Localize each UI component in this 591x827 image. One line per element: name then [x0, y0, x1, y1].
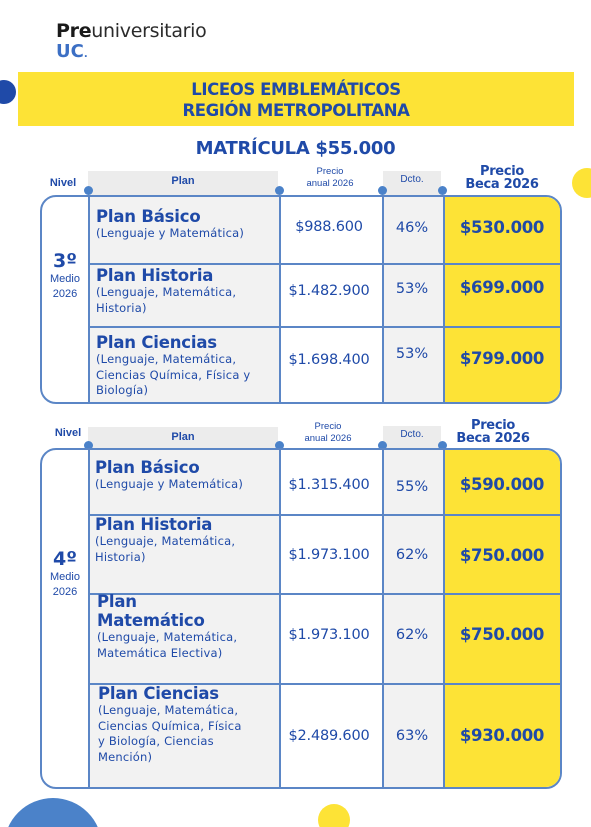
- descuento: 46%: [395, 220, 429, 236]
- precio-beca: $590.000: [459, 475, 545, 494]
- header-precio-anual: Precio anual 2026: [304, 421, 352, 444]
- header-dcto: Dcto.: [383, 426, 441, 448]
- decorative-circle-blue: [0, 80, 16, 104]
- header-nivel: Nivel: [54, 427, 82, 439]
- banner-title-line1: LICEOS EMBLEMÁTICOS: [191, 80, 401, 99]
- preuniversitario-uc-logo: [56, 20, 207, 62]
- column-marker-dot: [84, 186, 93, 195]
- precio-beca: $799.000: [459, 349, 545, 368]
- column-marker-dot: [438, 186, 447, 195]
- decorative-circle-blue-bottom: [4, 798, 102, 827]
- plan-matematico-4: Plan Matemático (Lenguaje, Matemática, Matemática Electiva): [97, 592, 238, 660]
- banner-title-line2: REGIÓN METROPOLITANA: [182, 101, 410, 120]
- header-precio-anual: Precio anual 2026: [306, 166, 354, 189]
- header-precio-beca: Precio Beca 2026: [465, 164, 539, 192]
- decorative-circle-yellow-bottom: [318, 804, 350, 827]
- logo-uc: UC.: [56, 41, 88, 62]
- header-dcto: Dcto.: [383, 171, 441, 195]
- precio-anual: $1.315.400: [288, 477, 370, 493]
- descuento: 62%: [395, 627, 429, 643]
- precio-anual: $1.698.400: [288, 352, 370, 368]
- descuento: 62%: [395, 547, 429, 563]
- nivel-3-medio: 3º Medio 2026: [50, 250, 80, 300]
- plan-historia-3: Plan Historia (Lenguaje, Matemática, Historia): [96, 266, 237, 315]
- matricula-price: MATRÍCULA $55.000: [195, 138, 396, 159]
- plan-historia-4: Plan Historia (Lenguaje, Matemática, Historia): [95, 515, 236, 564]
- title-banner: [18, 72, 574, 126]
- decorative-circle-yellow: [572, 168, 591, 198]
- plan-ciencias-3: Plan Ciencias (Lenguaje, Matemática, Ciencias Química, Física y Biología): [96, 333, 251, 397]
- descuento: 53%: [395, 346, 429, 362]
- descuento: 53%: [395, 281, 429, 297]
- precio-anual: $1.973.100: [288, 547, 370, 563]
- precio-anual: $1.482.900: [288, 283, 370, 299]
- precio-beca: $930.000: [459, 726, 545, 745]
- precio-anual: $2.489.600: [288, 728, 370, 744]
- logo-wordmark: Preuniversitario: [56, 20, 207, 42]
- precio-beca: $750.000: [459, 625, 545, 644]
- descuento: 55%: [395, 479, 429, 495]
- header-plan: Plan: [88, 171, 278, 195]
- nivel-4-medio: 4º Medio 2026: [50, 548, 80, 598]
- header-nivel: Nivel: [49, 177, 77, 189]
- precio-beca: $699.000: [459, 278, 545, 297]
- precio-beca: $530.000: [459, 218, 545, 237]
- plan-basico-4: Plan Básico (Lenguaje y Matemática): [95, 458, 244, 491]
- plan-basico-3: Plan Básico (Lenguaje y Matemática): [96, 207, 245, 240]
- header-precio-beca: Precio Beca 2026: [456, 418, 530, 446]
- column-marker-dot: [378, 186, 387, 195]
- plan-ciencias-4: Plan Ciencias (Lenguaje, Matemática, Ciencias Química, Física y Biología, Ciencias Mención): [98, 684, 242, 764]
- precio-anual: $1.973.100: [288, 627, 370, 643]
- precio-anual: $988.600: [295, 219, 363, 235]
- descuento: 63%: [395, 728, 429, 744]
- column-marker-dot: [275, 186, 284, 195]
- precio-beca: $750.000: [459, 546, 545, 565]
- header-plan: Plan: [88, 427, 278, 449]
